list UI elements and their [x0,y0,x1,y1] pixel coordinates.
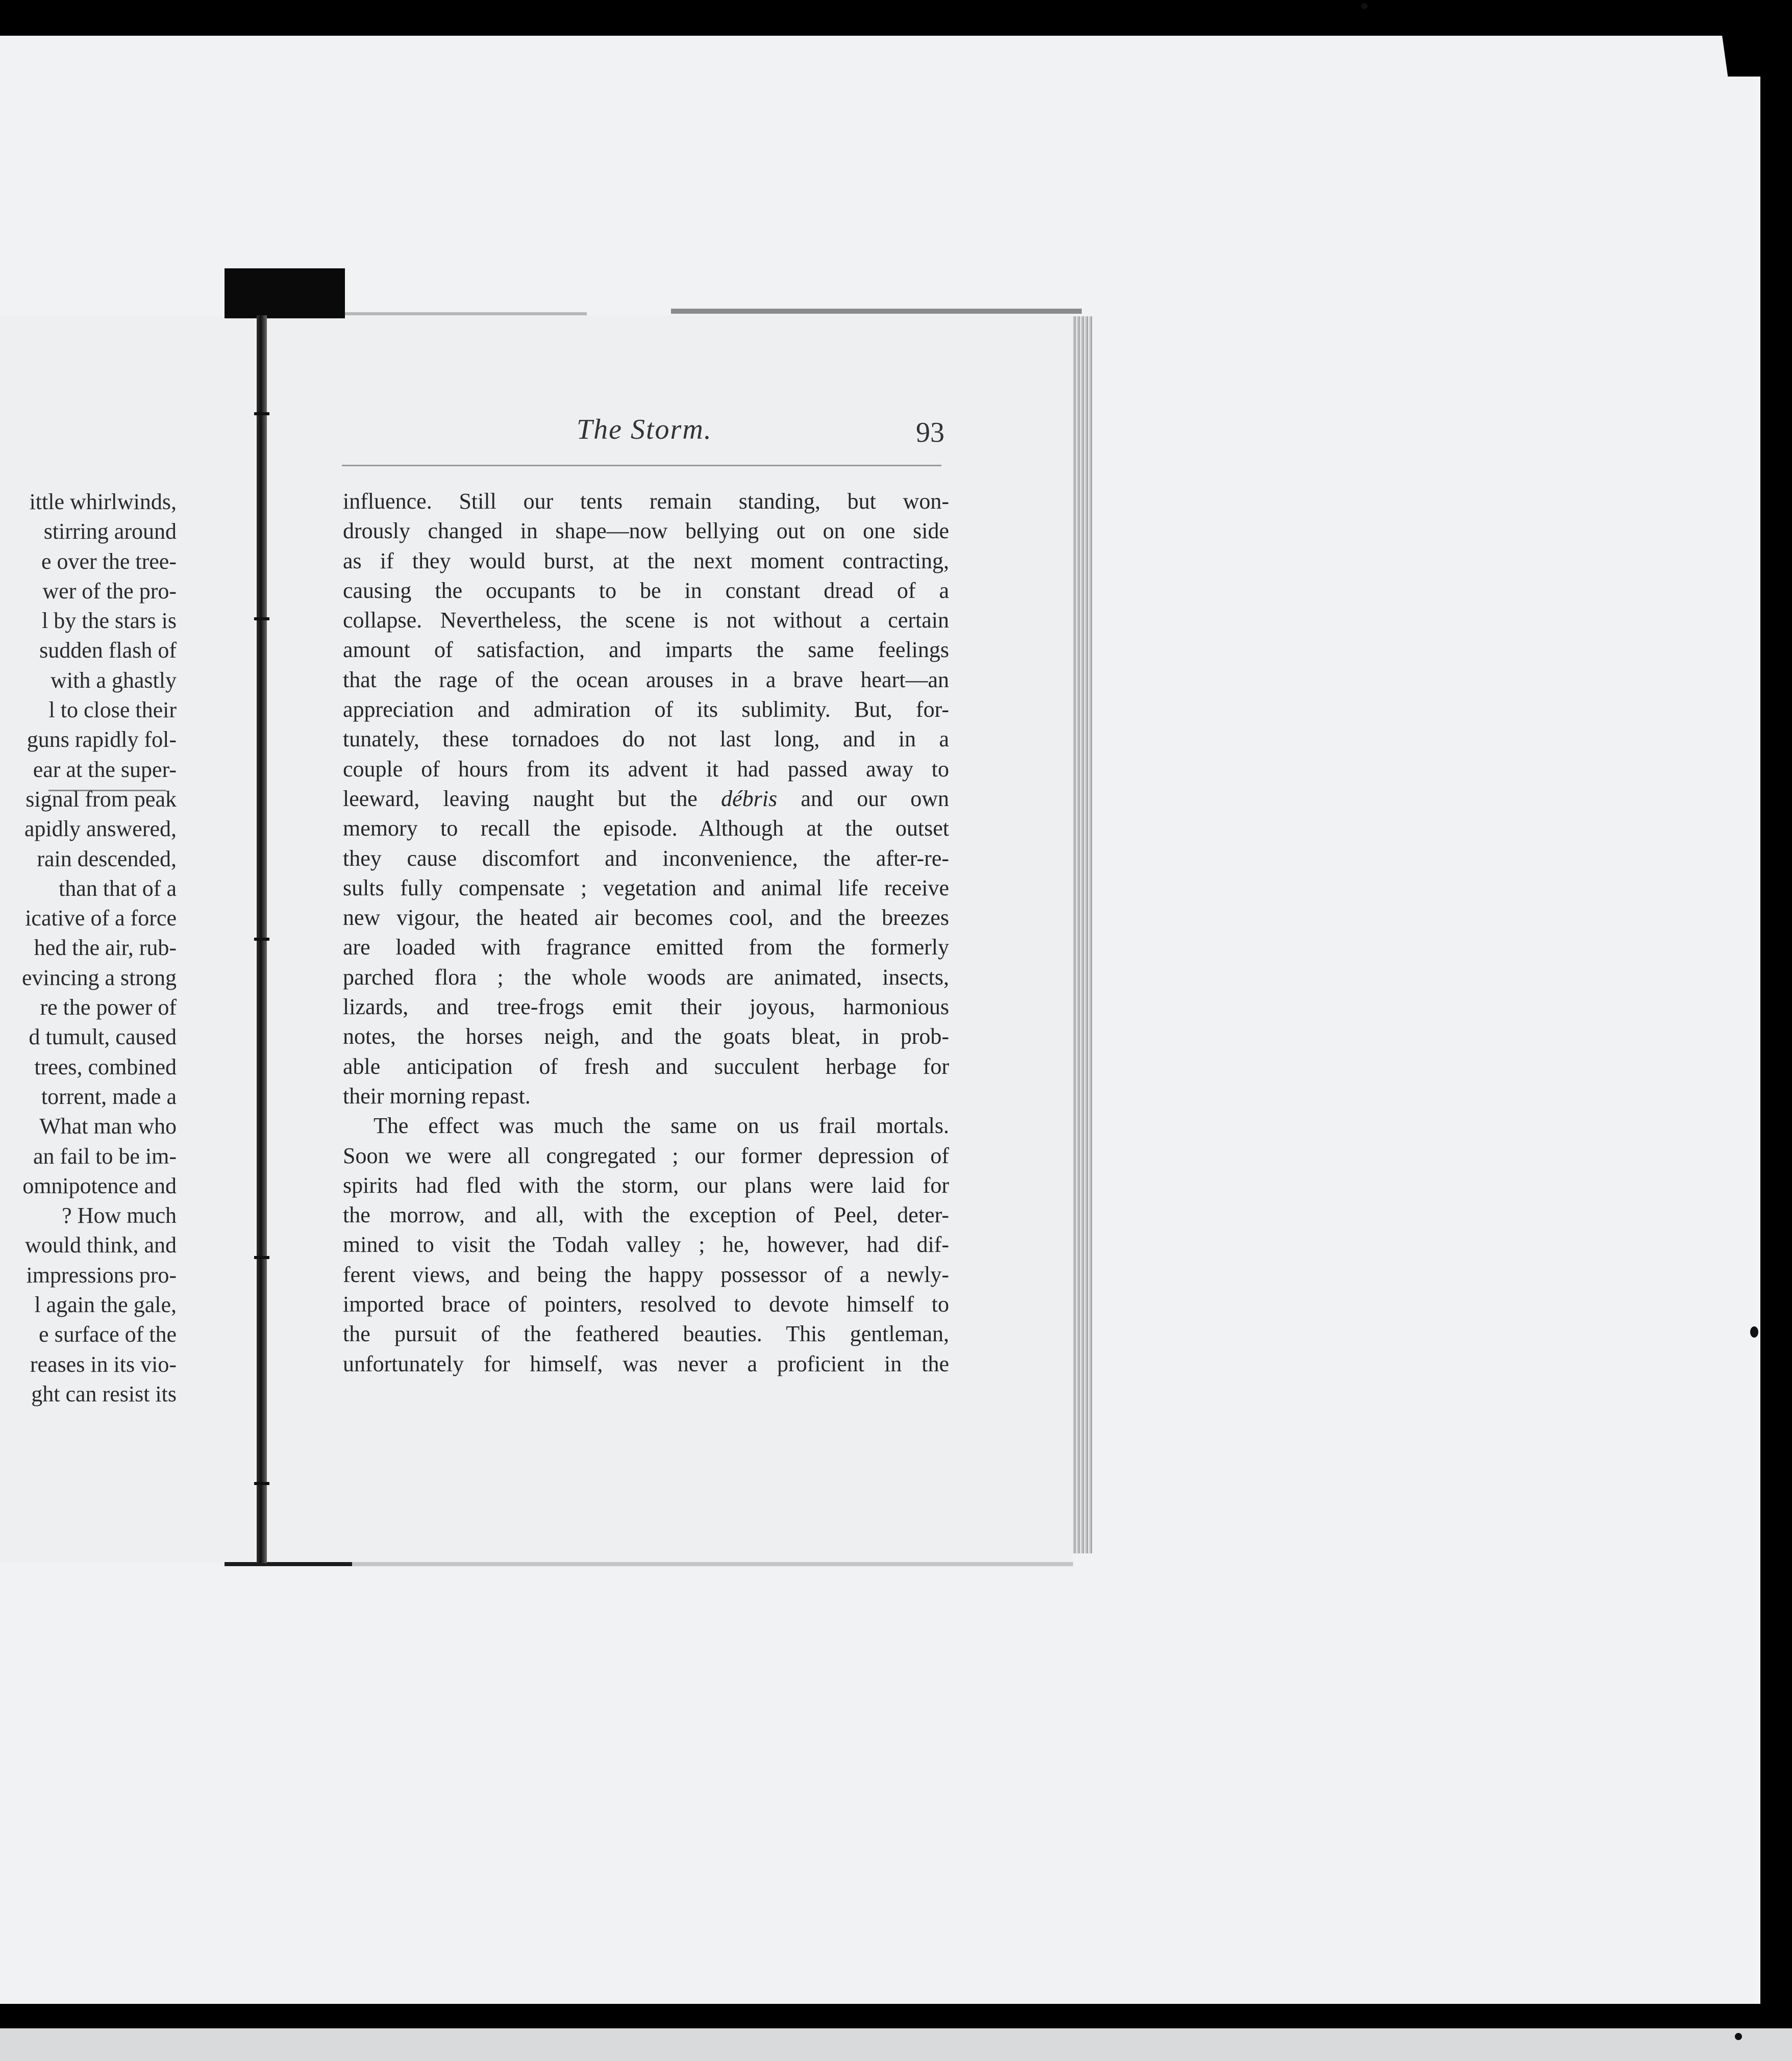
scan-speck [1735,2033,1742,2040]
text-line: parched flora ; the whole woods are animated, insects, [343,964,949,990]
text-line: lizards, and tree-frogs emit their joyous, harmonious [343,994,949,1020]
page-bottom-edge [267,1562,1073,1566]
left-text-line: ? How much [62,1203,177,1228]
left-text-line: apidly answered, [24,816,177,842]
text-line: unfortunately for himself, was never a proficient in the [343,1351,949,1376]
left-text-line: ght can resist its [31,1381,177,1406]
left-text-line: e surface of the [39,1322,177,1347]
left-text-line: wer of the pro- [42,578,177,604]
page-top-edge-shadow [671,309,1082,314]
text-line: The effect was much the same on us frail mortals. [374,1113,949,1139]
text-line: able anticipation of fresh and succulent herbage for [343,1053,949,1079]
left-text-line: would think, and [25,1233,177,1258]
scan-bottom-strip [0,2028,1792,2061]
scan-border-right [1760,0,1792,2061]
page-stack-edge [1073,316,1092,1553]
left-text-line: than that of a [59,875,177,901]
left-text-line: stirring around [43,519,177,544]
left-text-line: guns rapidly fol- [27,727,177,752]
head-rule [342,465,941,466]
text-line: collapse. Nevertheless, the scene is not without a certain [343,608,949,633]
left-text-line: signal from peak [26,786,177,812]
left-text-line: ittle whirlwinds, [29,489,177,514]
left-text-line: re the power of [40,995,177,1020]
text-line: Soon we were all congregated ; our former depression of [343,1143,949,1168]
left-text-line: an fail to be im- [33,1143,177,1169]
left-text-line: reases in its vio- [30,1351,177,1377]
right-page-text [343,487,949,1379]
spine-mark [254,1256,269,1259]
spine-bottom [225,1562,352,1566]
text-line: couple of hours from its advent it had passed away to [343,756,949,782]
left-text-line: impressions pro- [26,1262,177,1288]
left-text-line: ear at the super- [33,757,177,782]
text-line: they cause discomfort and inconvenience, the after-re- [343,845,949,871]
book-clip [225,268,345,318]
text-line: tunately, these tornadoes do not last long, and in a [343,726,949,752]
text-line: that the rage of the ocean arouses in a brave heart—an [343,667,949,692]
text-line: spirits had fled with the storm, our plans were laid for [343,1172,949,1198]
left-text-line: hed the air, rub- [34,935,177,961]
spine-mark [254,617,269,620]
text-line: imported brace of pointers, resolved to devote himself to [343,1292,949,1317]
scan-speck [1750,1326,1758,1338]
left-text-line: evincing a strong [21,965,177,990]
left-text-line: l again the gale, [34,1292,177,1318]
left-page-text [0,487,177,1409]
left-text-line: icative of a force [25,906,177,931]
text-line: mined to visit the Todah valley ; he, however, had dif- [343,1232,949,1258]
text-line: memory to recall the episode. Although at the outset [343,816,949,841]
left-text-line: l to close their [48,697,177,723]
scan-border-top [0,0,1792,36]
spine-mark [254,938,269,941]
text-line: appreciation and admiration of its sublimity. But, for- [343,697,949,722]
left-text-line: torrent, made a [41,1084,177,1109]
left-text-line: e over the tree- [41,548,177,574]
text-line: drously changed in shape—now bellying out on one side [343,518,949,544]
running-head: The Storm. [577,414,712,445]
text-line: their morning repast. [343,1083,531,1109]
left-text-line: omnipotence and [22,1173,177,1198]
spine-mark [254,412,269,415]
left-text-line: trees, combined [34,1054,177,1079]
text-line: influence. Still our tents remain standing, but won- [343,489,949,514]
text-line: the morrow, and all, with the exception of Peel, deter- [343,1202,949,1228]
text-line: as if they would burst, at the next moment contracting, [343,548,949,573]
left-text-line: sudden flash of [39,638,177,663]
text-line: causing the occupants to be in constant dread of a [343,577,949,603]
text-line: are loaded with fragrance emitted from the formerly [343,935,949,960]
text-line: sults fully compensate ; vegetation and animal life receive [343,875,949,900]
left-text-line: rain descended, [37,846,177,871]
page-number: 93 [916,417,944,448]
left-text-line: l by the stars is [42,608,177,634]
text-line: ferent views, and being the happy possessor of a newly- [343,1262,949,1287]
text-line: notes, the horses neigh, and the goats bleat, in prob- [343,1024,949,1049]
left-text-line: d tumult, caused [29,1024,177,1050]
text-line: new vigour, the heated air becomes cool, and the breezes [343,905,949,931]
text-line: the pursuit of the feathered beauties. This gentleman, [343,1321,949,1347]
text-line: amount of satisfaction, and imparts the same feelings [343,637,949,663]
spine-mark [254,1482,269,1485]
text-line: leeward, leaving naught but the débris and our own [343,786,949,811]
scan-border-bottom [0,2004,1792,2028]
scan-speck [1361,3,1367,9]
left-text-line: with a ghastly [51,667,177,693]
left-text-line: What man who [39,1114,177,1139]
